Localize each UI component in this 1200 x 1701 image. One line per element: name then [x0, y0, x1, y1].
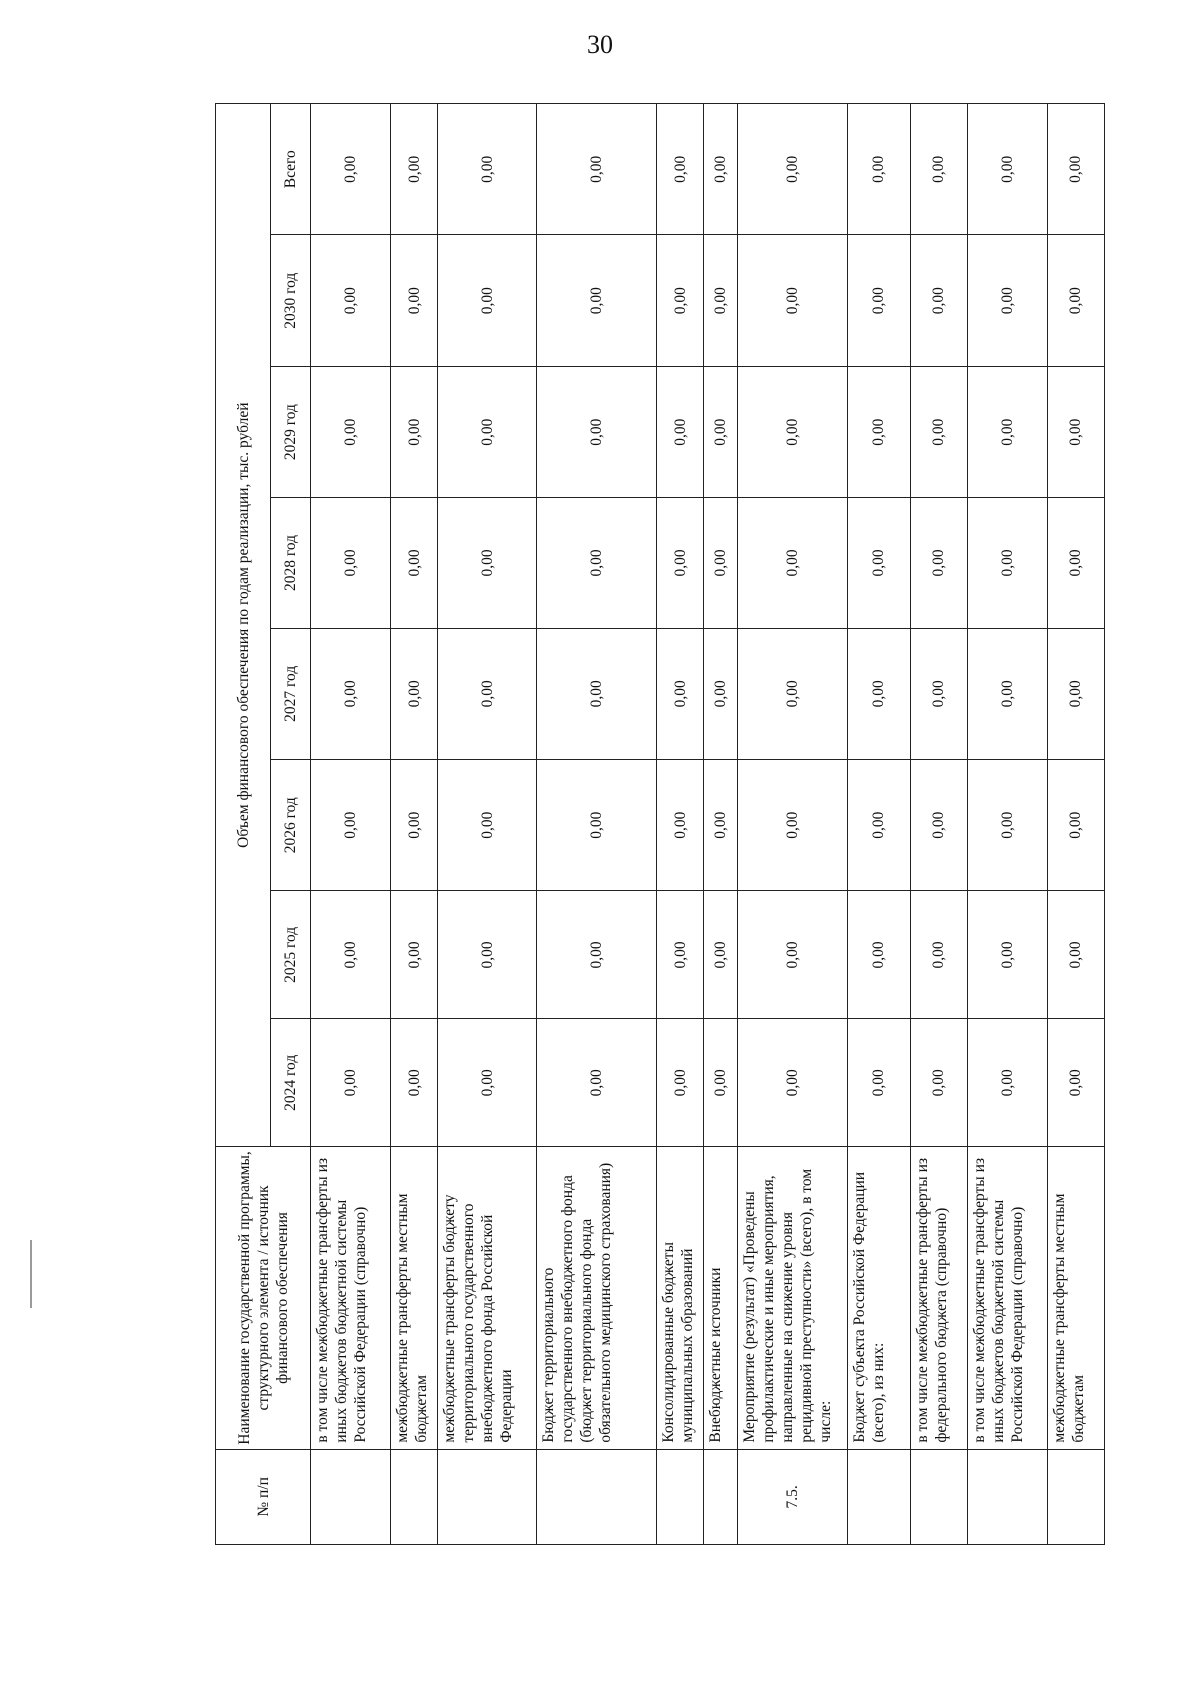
row-year-value: 0,00 — [847, 235, 910, 366]
row-year-value: 0,00 — [704, 1019, 738, 1147]
row-year-value: 0,00 — [738, 760, 848, 891]
row-year-value: 0,00 — [391, 1019, 438, 1147]
header-year: 2026 год — [271, 760, 311, 891]
row-name: Бюджет субъекта Российской Федерации (всего), из них: — [847, 1147, 910, 1449]
row-year-value: 0,00 — [967, 628, 1047, 759]
row-year-value: 0,00 — [391, 628, 438, 759]
header-year: 2030 год — [271, 235, 311, 366]
row-number — [967, 1449, 1047, 1544]
row-year-value: 0,00 — [391, 760, 438, 891]
row-year-value: 0,00 — [967, 891, 1047, 1019]
row-year-value: 0,00 — [391, 891, 438, 1019]
row-year-value: 0,00 — [391, 366, 438, 497]
row-total-value: 0,00 — [704, 104, 738, 235]
table-body — [311, 104, 1105, 1545]
row-number — [656, 1449, 703, 1544]
row-year-value: 0,00 — [738, 628, 848, 759]
row-number: 7.5. — [738, 1449, 848, 1544]
header-year: 2027 год — [271, 628, 311, 759]
row-total-value: 0,00 — [391, 104, 438, 235]
row-total-value: 0,00 — [537, 104, 657, 235]
row-year-value: 0,00 — [1047, 366, 1104, 497]
row-year-value: 0,00 — [656, 366, 703, 497]
row-year-value: 0,00 — [537, 628, 657, 759]
row-name: в том числе межбюджетные трансферты из иных бюджетов бюджетной системы Российской Федерации (справочно) — [967, 1147, 1047, 1449]
row-total-value: 0,00 — [738, 104, 848, 235]
row-year-value: 0,00 — [656, 235, 703, 366]
row-year-value: 0,00 — [847, 1019, 910, 1147]
row-total-value: 0,00 — [438, 104, 537, 235]
row-year-value: 0,00 — [311, 1019, 391, 1147]
table-row — [438, 104, 537, 1545]
row-year-value: 0,00 — [704, 891, 738, 1019]
row-year-value: 0,00 — [910, 366, 967, 497]
table-row — [1047, 104, 1104, 1545]
row-year-value: 0,00 — [967, 1019, 1047, 1147]
row-name: в том числе межбюджетные трансферты из иных бюджетов бюджетной системы Российской Федерации (справочно) — [311, 1147, 391, 1449]
header-num: № п/п — [216, 1449, 311, 1544]
row-total-value: 0,00 — [656, 104, 703, 235]
row-year-value: 0,00 — [738, 498, 848, 628]
header-year: 2028 год — [271, 498, 311, 628]
row-year-value: 0,00 — [656, 628, 703, 759]
row-year-value: 0,00 — [1047, 891, 1104, 1019]
header-year: 2029 год — [271, 366, 311, 497]
row-year-value: 0,00 — [738, 891, 848, 1019]
row-year-value: 0,00 — [967, 760, 1047, 891]
row-year-value: 0,00 — [311, 498, 391, 628]
row-year-value: 0,00 — [1047, 1019, 1104, 1147]
row-year-value: 0,00 — [1047, 235, 1104, 366]
header-year: 2024 год — [271, 1019, 311, 1147]
row-name: Бюджет территориального государственного внебюджетного фонда (бюджет территориального фонда обязательного медицинского страхования) — [537, 1147, 657, 1449]
row-year-value: 0,00 — [738, 366, 848, 497]
row-year-value: 0,00 — [438, 1019, 537, 1147]
row-year-value: 0,00 — [704, 235, 738, 366]
row-year-value: 0,00 — [704, 628, 738, 759]
row-year-value: 0,00 — [910, 891, 967, 1019]
row-year-value: 0,00 — [311, 891, 391, 1019]
row-year-value: 0,00 — [1047, 498, 1104, 628]
row-year-value: 0,00 — [738, 235, 848, 366]
page-number: 30 — [587, 30, 613, 59]
row-year-value: 0,00 — [847, 498, 910, 628]
table-row — [311, 104, 391, 1545]
header-total: Всего — [271, 104, 311, 235]
row-name: Мероприятие (результат) «Проведены профилактические и иные мероприятия, направленные на снижение уровня рецидивной преступности» (всего), в том числе: — [738, 1147, 848, 1449]
row-year-value: 0,00 — [967, 498, 1047, 628]
row-name: межбюджетные трансферты бюджету территориального государственного внебюджетного фонда Российской Федерации — [438, 1147, 537, 1449]
table-row — [391, 104, 438, 1545]
row-year-value: 0,00 — [391, 235, 438, 366]
row-number — [537, 1449, 657, 1544]
financing-table-container — [215, 103, 1105, 1545]
row-year-value: 0,00 — [847, 628, 910, 759]
row-year-value: 0,00 — [656, 498, 703, 628]
financing-table — [215, 103, 1105, 1545]
row-year-value: 0,00 — [438, 891, 537, 1019]
row-year-value: 0,00 — [704, 498, 738, 628]
row-year-value: 0,00 — [438, 498, 537, 628]
row-name: в том числе межбюджетные трансферты из федерального бюджета (справочно) — [910, 1147, 967, 1449]
table-row — [738, 104, 848, 1545]
table-row — [656, 104, 703, 1545]
row-year-value: 0,00 — [537, 498, 657, 628]
header-volume: Объем финансового обеспечения по годам реализации, тыс. рублей — [216, 104, 271, 1147]
row-year-value: 0,00 — [847, 366, 910, 497]
row-year-value: 0,00 — [910, 1019, 967, 1147]
table-row — [910, 104, 967, 1545]
rotated-table — [215, 103, 1105, 1545]
row-year-value: 0,00 — [910, 498, 967, 628]
row-year-value: 0,00 — [438, 235, 537, 366]
row-year-value: 0,00 — [537, 760, 657, 891]
row-number — [438, 1449, 537, 1544]
table-row — [537, 104, 657, 1545]
row-year-value: 0,00 — [311, 760, 391, 891]
row-year-value: 0,00 — [910, 235, 967, 366]
row-year-value: 0,00 — [1047, 760, 1104, 891]
row-year-value: 0,00 — [910, 760, 967, 891]
row-year-value: 0,00 — [847, 760, 910, 891]
row-total-value: 0,00 — [910, 104, 967, 235]
row-number — [847, 1449, 910, 1544]
table-row — [847, 104, 910, 1545]
row-year-value: 0,00 — [438, 628, 537, 759]
row-year-value: 0,00 — [537, 1019, 657, 1147]
row-year-value: 0,00 — [704, 760, 738, 891]
row-year-value: 0,00 — [311, 235, 391, 366]
scan-margin-mark — [30, 1240, 32, 1308]
row-year-value: 0,00 — [438, 760, 537, 891]
row-year-value: 0,00 — [438, 366, 537, 497]
row-year-value: 0,00 — [910, 628, 967, 759]
row-year-value: 0,00 — [656, 760, 703, 891]
row-total-value: 0,00 — [1047, 104, 1104, 235]
row-name: межбюджетные трансферты местным бюджетам — [1047, 1147, 1104, 1449]
row-number — [1047, 1449, 1104, 1544]
row-year-value: 0,00 — [847, 891, 910, 1019]
row-year-value: 0,00 — [704, 366, 738, 497]
row-total-value: 0,00 — [967, 104, 1047, 235]
row-year-value: 0,00 — [311, 628, 391, 759]
row-year-value: 0,00 — [1047, 628, 1104, 759]
row-number — [704, 1449, 738, 1544]
header-name: Наименование государственной программы, структурного элемента / источник финансового обеспечения — [216, 1147, 311, 1449]
row-total-value: 0,00 — [847, 104, 910, 235]
row-year-value: 0,00 — [311, 366, 391, 497]
row-number — [311, 1449, 391, 1544]
row-year-value: 0,00 — [537, 366, 657, 497]
row-name: Внебюджетные источники — [704, 1147, 738, 1449]
header-year: 2025 год — [271, 891, 311, 1019]
row-name: Консолидированные бюджеты муниципальных образований — [656, 1147, 703, 1449]
row-year-value: 0,00 — [967, 366, 1047, 497]
row-name: межбюджетные трансферты местным бюджетам — [391, 1147, 438, 1449]
row-year-value: 0,00 — [656, 1019, 703, 1147]
row-total-value: 0,00 — [311, 104, 391, 235]
table-row — [704, 104, 738, 1545]
row-year-value: 0,00 — [967, 235, 1047, 366]
row-year-value: 0,00 — [738, 1019, 848, 1147]
row-year-value: 0,00 — [537, 235, 657, 366]
row-year-value: 0,00 — [537, 891, 657, 1019]
row-year-value: 0,00 — [656, 891, 703, 1019]
table-row — [967, 104, 1047, 1545]
row-number — [391, 1449, 438, 1544]
row-number — [910, 1449, 967, 1544]
row-year-value: 0,00 — [391, 498, 438, 628]
